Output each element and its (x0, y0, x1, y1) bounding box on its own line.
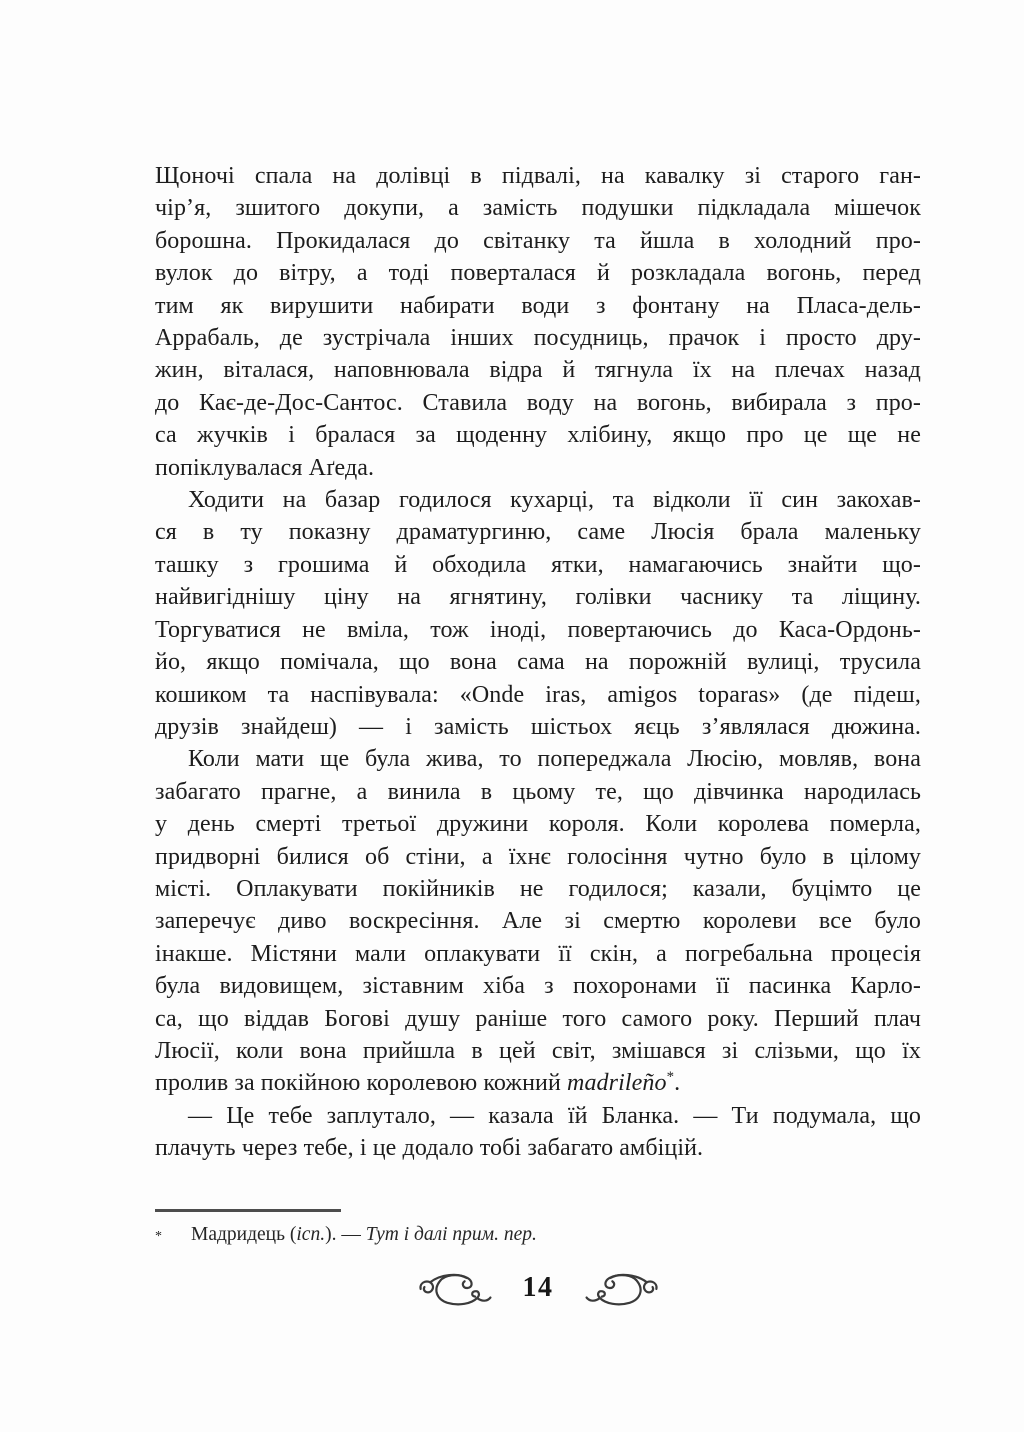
page-number: 14 (522, 1272, 554, 1303)
text-line: кошиком та наспівувала: «Onde iras, amigos toparas» (де підеш, (155, 681, 921, 708)
text-line: са, що віддав Богові душу раніше того самого року. Перший плач (155, 1005, 921, 1032)
text-line: пролив за покійною королевою кожний madrileño*. (155, 1069, 681, 1097)
text-line: заперечує диво воскресіння. Але зі смертю королеви все було (155, 908, 921, 935)
text-line: була видовищем, зіставним хіба з похоронами її пасинка Карло- (155, 973, 921, 1000)
page-footer (155, 1266, 921, 1310)
text-line: тим як вирушити набирати води з фонтану на Пласа-дель- (155, 292, 921, 319)
flourish-right-icon (580, 1266, 662, 1310)
text-line: жин, віталася, наповнювала відра й тягнула їх на плечах назад (155, 357, 921, 384)
text-line: найвигіднішу ціну на ягнятину, голівки часнику та ліщину. (155, 584, 921, 611)
text-line: забагато прагне, а винила в цьому те, що дівчинка народилась (155, 778, 921, 805)
footnote-text: Мадридець (ісп.). — Тут і далі прим. пер. (191, 1224, 537, 1245)
paragraph (155, 160, 921, 484)
text-line: до Кає-де-Дос-Сантос. Ставила воду на вогонь, вибирала з про- (155, 389, 921, 416)
text-block (155, 160, 921, 1165)
text-line: плачуть через тебе, і це додало тобі забагато амбіцій. (155, 1135, 704, 1162)
text-line: ташку з грошима й обходила ятки, намагаючись знайти що- (155, 551, 921, 578)
footnote-marker: * (155, 1229, 162, 1244)
text-line: — Це тебе заплутало, — казала їй Бланка. — Ти подумала, що (188, 1102, 921, 1129)
flourish-left-icon (415, 1266, 497, 1310)
text-line: ся в ту показну драматургиню, саме Люсія брала маленьку (155, 519, 921, 546)
text-line: Торгуватися не вміла, тож іноді, повертаючись до Каса-Ордонь- (155, 616, 921, 643)
text-line: придворні билися об стіни, а їхнє голосіння чутно було в цілому (155, 843, 921, 870)
paragraph (155, 1100, 921, 1165)
text-line: Ходити на базар годилося кухарці, та відколи її син закохав- (188, 487, 921, 514)
text-line: Щоночі спала на долівці в підвалі, на кавалку зі старого ган- (155, 163, 921, 189)
footnote (155, 1221, 875, 1250)
text-line: Люсії, коли вона прийшла в цей світ, змішався зі слізьми, що їх (155, 1037, 921, 1064)
footnote-separator (155, 1209, 341, 1212)
text-line: чір’я, зшитого докупи, а замість подушки підкладала мішечок (155, 195, 921, 222)
text-line: у день смерті третьої дружини короля. Коли королева померла, (155, 811, 921, 838)
paragraph (155, 743, 921, 1099)
text-line: місті. Оплакувати покійників не годилося; казали, буцімто це (155, 875, 921, 902)
paragraph (155, 484, 921, 743)
text-line: друзів знайдеш) — і замість шістьох яєць з’являлася дюжина. (155, 713, 921, 740)
text-line: Аррабаль, де зустрічала інших посудниць, прачок і просто дру- (155, 325, 921, 352)
text-line: інакше. Містяни мали оплакувати її скін, а погребальна процесія (155, 940, 921, 967)
text-line: са жучків і бралася за щоденну хлібину, якщо про це ще не (155, 422, 921, 449)
text-line: вулок до вітру, а тоді поверталася й розкладала вогонь, перед (155, 260, 921, 287)
text-line: борошна. Прокидалася до світанку та йшла в холодний про- (155, 227, 921, 254)
text-line: йо, якщо помічала, що вона сама на порожній вулиці, трусила (155, 649, 921, 676)
text-line: попіклувалася Аґеда. (155, 454, 375, 481)
text-line: Коли мати ще була жива, то попереджала Люсію, мовляв, вона (188, 746, 921, 773)
